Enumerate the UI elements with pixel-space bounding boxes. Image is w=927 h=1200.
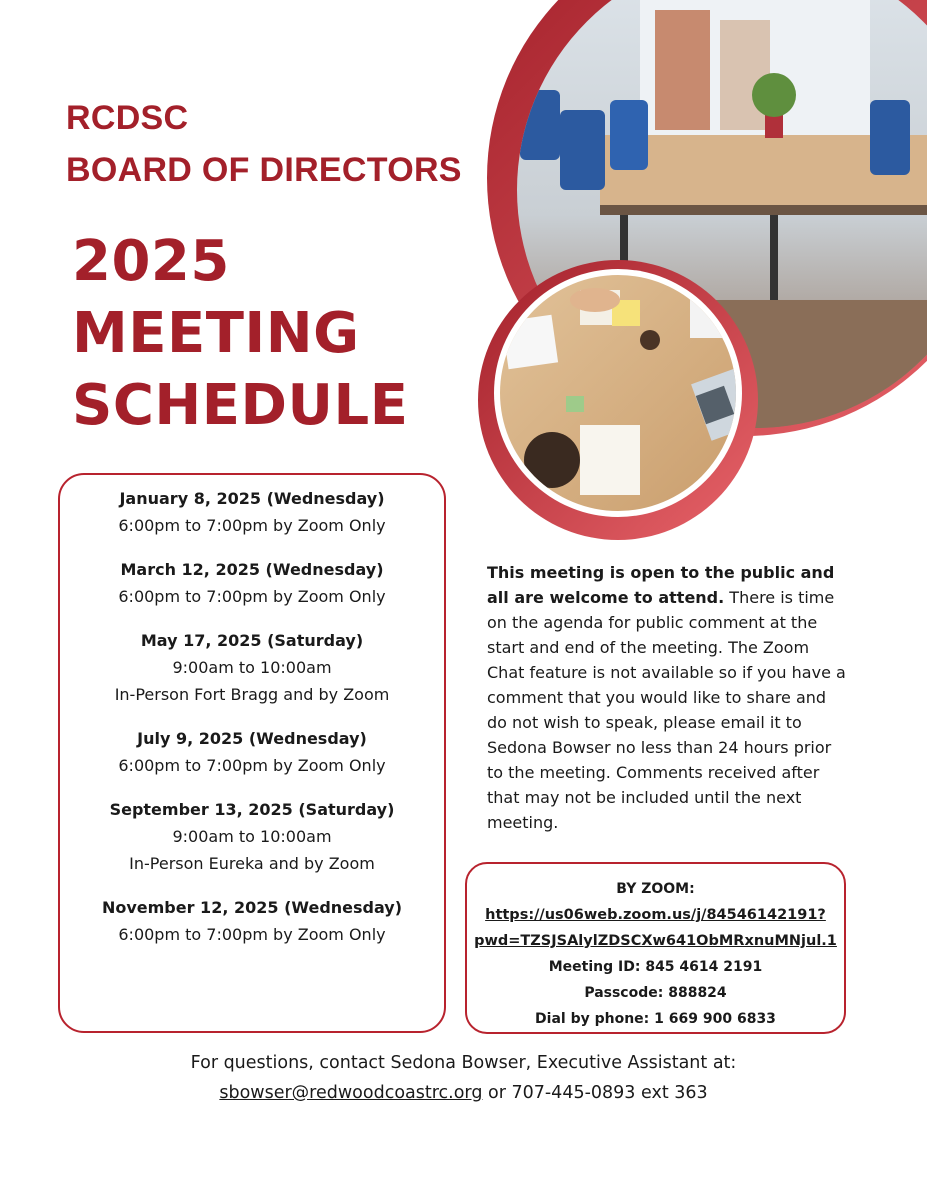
contact-info (0, 1048, 927, 1108)
meeting-item (60, 556, 444, 610)
meeting-item (60, 725, 444, 779)
meeting-location: In-Person Fort Bragg and by Zoom (114, 685, 390, 704)
meeting-date: July 9, 2025 (Wednesday) (137, 729, 367, 748)
org-line-1: RCDSC (66, 99, 189, 137)
meeting-time: 6:00pm to 7:00pm by Zoom Only (118, 587, 386, 606)
title-line-2: MEETING (72, 301, 360, 366)
meeting-location: In-Person Eureka and by Zoom (129, 854, 375, 873)
meeting-date: January 8, 2025 (Wednesday) (119, 489, 385, 508)
meeting-id: Meeting ID: 845 4614 2191 (548, 959, 763, 975)
meeting-date: May 17, 2025 (Saturday) (140, 631, 364, 650)
zoom-link-line-1: https://us06web.zoom.us/j/84546142191? (485, 907, 826, 923)
contact-email-line (0, 1078, 927, 1108)
public-comment-notice (487, 560, 847, 835)
zoom-link[interactable] (467, 902, 844, 954)
meeting-date: September 13, 2025 (Saturday) (109, 800, 395, 819)
contact-email-link[interactable]: sbowser@redwoodcoastrc.org (219, 1083, 483, 1103)
meeting-time: 6:00pm to 7:00pm by Zoom Only (118, 925, 386, 944)
meeting-time: 9:00am to 10:00am (172, 658, 332, 677)
title-line-1: 2025 (72, 229, 230, 294)
org-line-2: BOARD OF DIRECTORS (66, 151, 462, 189)
zoom-link-line-2: pwd=TZSJSAlylZDSCXw641ObMRxnuMNjul.1 (474, 933, 837, 949)
meeting-date: November 12, 2025 (Wednesday) (101, 898, 403, 917)
meeting-item (60, 796, 444, 877)
zoom-heading: BY ZOOM: (616, 881, 695, 897)
contact-phone: or 707-445-0893 ext 363 (482, 1083, 708, 1103)
meeting-time: 6:00pm to 7:00pm by Zoom Only (118, 756, 386, 775)
page-title (72, 226, 408, 442)
meeting-time: 9:00am to 10:00am (172, 827, 332, 846)
dial-by-phone: Dial by phone: 1 669 900 6833 (535, 1011, 776, 1027)
meeting-schedule-list (58, 473, 446, 1033)
meeting-time: 6:00pm to 7:00pm by Zoom Only (118, 516, 386, 535)
passcode: Passcode: 888824 (584, 985, 727, 1001)
zoom-info-box (465, 862, 846, 1034)
meeting-item (60, 485, 444, 539)
notice-body: There is time on the agenda for public comment at the start and end of the meeting. The Zoom Chat feature is not available so if you have a comment that you would like to share and do not wish to speak, please email it to Sedona Bowser no less than 24 hours prior to the meeting. Comments received after that may not be included until the next meeting. (487, 588, 846, 832)
meeting-item (60, 627, 444, 708)
organization-name (66, 92, 462, 196)
meeting-date: March 12, 2025 (Wednesday) (120, 560, 384, 579)
title-line-3: SCHEDULE (72, 373, 409, 438)
meeting-item (60, 894, 444, 948)
contact-line: For questions, contact Sedona Bowser, Executive Assistant at: (190, 1053, 737, 1073)
notice-bold: This meeting is open to the public and all are welcome to attend. (487, 563, 835, 607)
